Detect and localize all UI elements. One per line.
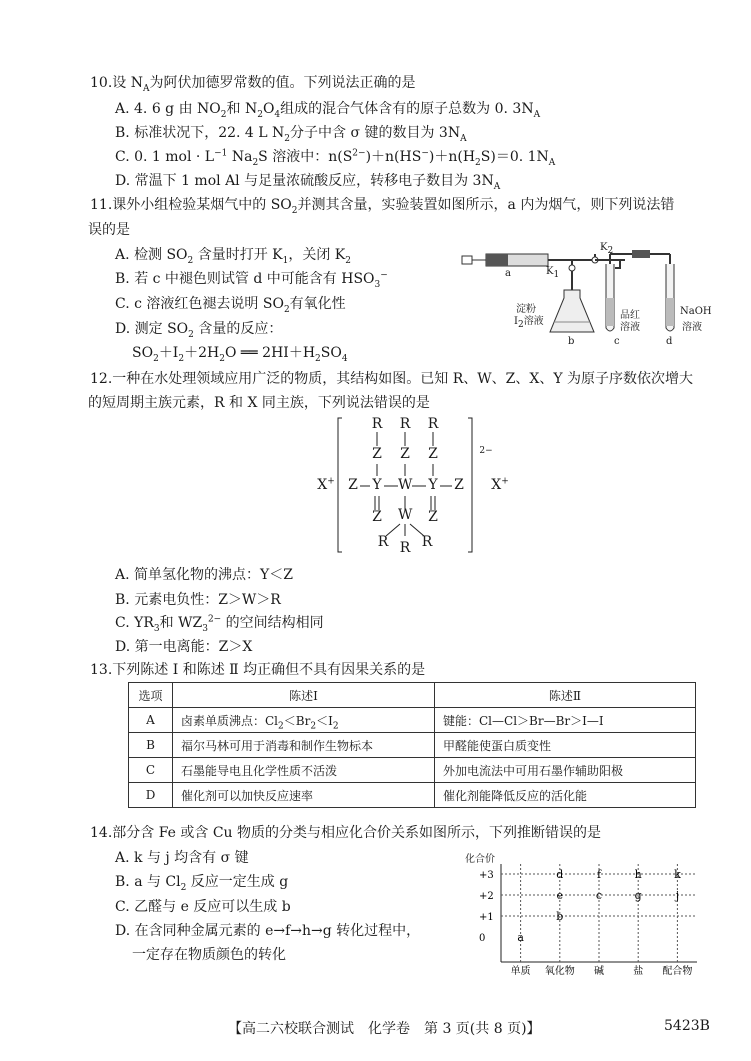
table-cell: 卤素单质沸点：$Cl_2<Br_2<I_2$ <box>173 708 435 733</box>
x-tick-label: 碱 <box>594 966 604 977</box>
data-point-label: c <box>595 889 603 902</box>
table-cell: 催化剂能降低反应的活化能 <box>435 783 696 808</box>
q12-option-d: D. 第一电离能：Z＞X <box>115 639 253 655</box>
q10-stem: 10.设 $N_A$为阿伏加德罗常数的值。下列说法正确的是 <box>90 75 416 94</box>
q12-stem-line2: 的短周期主族元素，R 和 X 同主族，下列说法错误的是 <box>88 395 430 411</box>
atom-z: Z <box>348 477 358 493</box>
label-k1: $K_1$ <box>546 266 560 280</box>
atom-r: R <box>421 534 433 550</box>
data-point-label: b <box>556 910 564 923</box>
table-cell: 外加电流法中可用石墨作辅助阳极 <box>435 758 696 783</box>
q14-option-d: D. 在含同种金属元素的 e→f→h→g 转化过程中， <box>115 923 421 939</box>
table-cell: 催化剂可以加快反应速率 <box>173 783 435 808</box>
reagent-d-line1: NaOH <box>680 306 712 317</box>
q13-stem: 13.下列陈述 Ⅰ 和陈述 Ⅱ 均正确但不具有因果关系的是 <box>90 662 426 678</box>
label-a: a <box>505 268 511 279</box>
atom-w: W <box>398 507 413 523</box>
data-point-label: k <box>674 868 681 881</box>
atom-z: Z <box>400 446 410 462</box>
q10-option-d: D. 常温下 1 mol Al 与足量浓硫酸反应，转移电子数目为 $3N_A$ <box>115 173 501 192</box>
label-c: c <box>614 336 620 347</box>
q12-option-b: B. 元素电负性：Z＞W＞R <box>115 592 281 608</box>
table-cell: A <box>129 708 173 733</box>
header-statement-1: 陈述Ⅰ <box>173 683 435 708</box>
q11-option-b: B. 若 c 中褪色则试管 d 中可能含有 $HSO_3^-$ <box>115 270 388 290</box>
table-header-row <box>129 683 696 708</box>
q10-option-a: A. 4. 6 g 由 $NO_2$和 $N_2O_4$组成的混合气体含有的原子总数为 0. $3N_A$ <box>115 101 541 120</box>
q11-equation: $SO_2+I_2+2H_2O$ ══ $2HI+H_2SO_4$ <box>132 345 348 364</box>
q11-option-d: D. 测定 $SO_2$ 含量的反应： <box>115 321 283 340</box>
atom-z: Z <box>372 509 382 525</box>
table-row <box>129 708 696 733</box>
data-point-label: a <box>517 931 524 944</box>
atom-w: W <box>398 477 413 493</box>
q11-stem-line1: 11.课外小组检验某烟气中的 $SO_2$并测其含量，实验装置如图所示，a 内为烟气，则下列说法错 <box>90 197 675 216</box>
data-point-label: j <box>675 889 680 902</box>
x-tick-label: 盐 <box>633 966 644 977</box>
table-row <box>129 758 696 783</box>
data-point-label: f <box>596 868 602 881</box>
q11-option-c: C. c 溶液红色褪去说明 $SO_2$有氧化性 <box>115 296 346 315</box>
y-tick-label: +3 <box>479 870 494 881</box>
data-point-label: g <box>634 889 642 902</box>
atom-z: Z <box>428 446 438 462</box>
reagent-c-line2: 溶液 <box>620 322 640 333</box>
data-point-label: e <box>556 889 564 902</box>
q12-option-a: A. 简单氢化物的沸点：Y＜Z <box>115 567 293 583</box>
reagent-c-line1: 品红 <box>620 310 640 321</box>
apparatus-drawing <box>460 240 720 350</box>
table-cell: 福尔马林可用于消毒和制作生物标本 <box>173 733 435 758</box>
x-tick-label: 单质 <box>510 966 531 977</box>
atom-r: R <box>377 534 389 550</box>
atom-z: Z <box>372 446 382 462</box>
q12-stem-line1: 12.一种在水处理领域应用广泛的物质，其结构如图。已知 R、W、Z、X、Y 为原子序数依次增大 <box>90 371 694 387</box>
q13-table <box>128 682 696 808</box>
q10-option-b: B. 标准状况下，22. 4 L $N_2$分子中含 σ 键的数目为 $3N_A$ <box>115 125 467 144</box>
anion-charge: 2− <box>479 446 493 456</box>
atom-y: Y <box>428 477 438 493</box>
footer-page-info: 【高二六校联合测试 化学卷 第 3 页(共 8 页)】 <box>228 1021 541 1037</box>
table-cell: 键能：Cl—Cl＞Br—Br＞I—I <box>435 708 696 733</box>
q11-apparatus-figure <box>460 240 720 350</box>
reagent-b-line2: $I_2$溶液 <box>514 316 544 330</box>
atom-y: Y <box>372 477 382 493</box>
y-tick-label: 0 <box>479 933 486 944</box>
atom-r: R <box>371 416 383 432</box>
q11-option-a: A. 检测 $SO_2$ 含量时打开 $K_1$，关闭 $K_2$ <box>115 247 352 266</box>
y-tick-label: +1 <box>479 912 494 923</box>
label-k2: $K_2$ <box>600 242 614 256</box>
x-tick-label: 配合物 <box>662 966 693 977</box>
footer-code: 5423B <box>664 1018 710 1034</box>
q14-option-d-cont: 一定存在物质颜色的转化 <box>132 947 286 963</box>
chart-ylabel: 化合价 <box>465 854 495 865</box>
label-d: d <box>666 336 673 347</box>
reagent-b-line1: 淀粉 <box>516 304 536 315</box>
data-point-label: h <box>634 868 642 881</box>
q10-option-c: C. 0. 1 mol · $L^{-1}$ $Na_2S$ 溶液中：$n(S^{2-})+n(HS^-)+n(H_2S)=0$. $1N_A$ <box>115 148 556 168</box>
valence-chart-svg <box>463 850 703 978</box>
atom-z: Z <box>454 477 464 493</box>
label-b: b <box>568 336 575 347</box>
cation-left: X+ <box>317 476 335 493</box>
header-statement-2: 陈述Ⅱ <box>435 683 696 708</box>
table-cell: 甲醛能使蛋白质变性 <box>435 733 696 758</box>
table-row <box>129 733 696 758</box>
table-row <box>129 783 696 808</box>
x-tick-label: 氧化物 <box>544 966 575 977</box>
reagent-d-line2: 溶液 <box>682 322 702 333</box>
q12-structure-figure <box>300 412 530 562</box>
cation-right: X+ <box>491 476 509 493</box>
q11-stem-line2: 误的是 <box>88 222 130 238</box>
atom-r: R <box>427 416 439 432</box>
atom-r: R <box>399 416 411 432</box>
y-tick-label: +2 <box>479 891 494 902</box>
table-cell: B <box>129 733 173 758</box>
table-cell: D <box>129 783 173 808</box>
q14-option-c: C. 乙醛与 e 反应可以生成 b <box>115 899 291 915</box>
header-option: 选项 <box>129 683 173 708</box>
q14-valence-chart <box>463 850 703 978</box>
q14-option-a: A. k 与 j 均含有 σ 键 <box>115 850 249 866</box>
table-cell: 石墨能导电且化学性质不活泼 <box>173 758 435 783</box>
table-cell: C <box>129 758 173 783</box>
q14-stem: 14.部分含 Fe 或含 Cu 物质的分类与相应化合价关系如图所示，下列推断错误的是 <box>90 825 602 841</box>
q12-option-c: C. $YR_3$和 $WZ_3^{2-}$ 的空间结构相同 <box>115 614 324 634</box>
data-point-label: d <box>556 868 564 881</box>
q14-option-b: B. a 与 $Cl_2$ 反应一定生成 g <box>115 874 289 893</box>
atom-r: R <box>399 540 411 556</box>
atom-z: Z <box>428 509 438 525</box>
